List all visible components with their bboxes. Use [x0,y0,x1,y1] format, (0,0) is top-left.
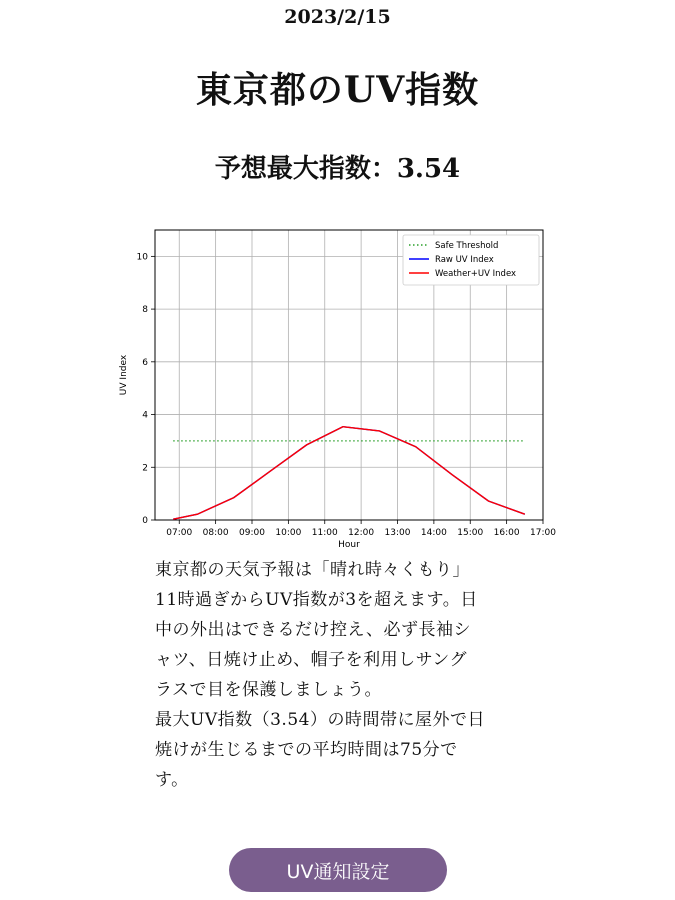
page-title: 東京都のUV指数 [195,69,480,111]
description-line: 最大UV指数（3.54）の時間帯に屋外で日 [155,710,485,730]
x-tick-label: 17:00 [530,528,556,538]
date-label: 2023/2/15 [284,6,391,28]
description-line: 焼けが生じるまでの平均時間は75分で [155,740,458,760]
y-tick-label: 2 [142,463,148,474]
description-line: 中の外出はできるだけ控え、必ず長袖シ [155,620,472,640]
x-tick-label: 10:00 [275,528,302,538]
y-tick-label: 8 [142,305,148,316]
description-line: ャツ、日焼け止め、帽子を利用しサング [155,650,467,670]
x-tick-label: 16:00 [493,528,520,538]
legend-entry: Raw UV Index [435,255,494,265]
x-axis-label: Hour [338,540,360,550]
uv-index-chart [110,222,570,558]
x-tick-label: 14:00 [420,528,447,538]
legend-entry: Weather+UV Index [435,269,517,279]
uv-chart-svg [110,222,570,558]
description-line: 東京都の天気予報は「晴れ時々くもり」 [155,560,470,580]
y-tick-label: 0 [142,516,148,526]
description-line: ラスで目を保護しましょう。 [155,680,382,700]
x-tick-label: 09:00 [239,528,265,538]
x-tick-label: 15:00 [457,528,484,538]
y-tick-label: 10 [136,252,148,263]
y-tick-label: 6 [142,357,148,368]
y-axis-label: UV Index [119,354,129,396]
max-uv-index-label: 予想最大指数：3.54 [214,154,461,184]
x-tick-label: 08:00 [202,528,229,538]
y-tick-label: 4 [142,410,148,421]
x-tick-label: 12:00 [348,528,375,538]
description-line: す。 [155,770,189,790]
legend-entry: Safe Threshold [435,241,499,251]
uv-notification-settings-button[interactable]: UV通知設定 [229,848,447,892]
x-tick-label: 11:00 [311,528,338,538]
forecast-description [155,555,515,795]
description-line: 11時過ぎからUV指数が3を超えます。日 [155,590,478,610]
x-tick-label: 13:00 [384,528,411,538]
x-tick-label: 07:00 [166,528,193,538]
